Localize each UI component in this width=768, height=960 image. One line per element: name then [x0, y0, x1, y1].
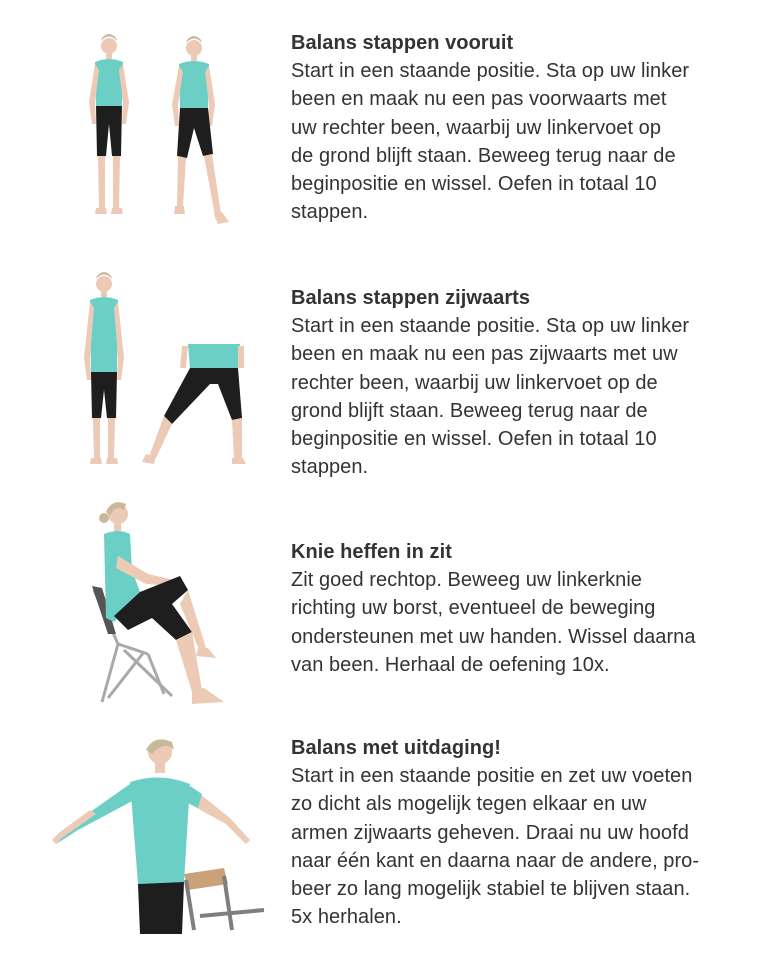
exercise-line: 5x herhalen. [291, 906, 402, 929]
exercise-title: Balans stappen vooruit [291, 32, 514, 54]
exercise-line: Zit goed rechtop. Beweeg uw linkerknie [291, 569, 642, 592]
exercise-line: uw rechter been, waarbij uw linkervoet op [291, 116, 662, 139]
woman-standing-figure [89, 34, 129, 214]
woman-stepping-figure [172, 36, 229, 224]
chair-back [184, 868, 264, 930]
exercise-line: Start in een staande positie. Sta op uw linker [291, 315, 690, 338]
exercise-line: beginpositie en wissel. Oefen in totaal 10 [291, 173, 657, 196]
illustration-balance-challenge [50, 734, 270, 934]
illustration-knee-raise [88, 494, 238, 714]
woman-seated-figure [99, 502, 224, 704]
exercise-line: van been. Herhaal de oefening 10x. [291, 653, 610, 676]
exercise-line: zo dicht als mogelijk tegen elkaar en uw [291, 793, 647, 816]
exercise-line: beer zo lang mogelijk stabiel te blijven staan. [291, 878, 691, 901]
exercise-line: Start in een staande positie en zet uw voeten [291, 765, 693, 788]
exercise-title: Balans met uitdaging! [291, 737, 501, 759]
exercise-title: Balans stappen zijwaarts [291, 287, 531, 309]
exercise-text [291, 734, 751, 931]
exercise-line: naar één kant en daarna naar de andere, pro- [291, 849, 700, 872]
exercise-text [291, 538, 751, 679]
exercise-line: de grond blijft staan. Beweeg terug naar de [291, 144, 676, 167]
exercise-line: Start in een staande positie. Sta op uw linker [291, 60, 690, 83]
exercise-line: been en maak nu een pas voorwaarts met [291, 88, 667, 111]
exercise-line: stappen. [291, 201, 369, 224]
exercise-text [291, 29, 751, 226]
exercise-line: ondersteunen met uw handen. Wissel daarna [291, 625, 696, 648]
exercise-line: grond blijft staan. Beweeg terug naar de [291, 399, 648, 422]
exercise-line: rechter been, waarbij uw linkervoet op de [291, 371, 658, 394]
illustration-step-sideways [72, 268, 248, 470]
exercise-text [291, 284, 751, 481]
exercise-line: armen zijwaarts geheven. Draai nu uw hoofd [291, 821, 689, 844]
woman-sidestep-figure [142, 344, 246, 464]
exercise-line: been en maak nu een pas zijwaarts met uw [291, 343, 678, 366]
exercise-title: Knie heffen in zit [291, 541, 452, 563]
exercise-line: stappen. [291, 456, 369, 479]
exercise-line: beginpositie en wissel. Oefen in totaal 10 [291, 428, 657, 451]
illustration-step-forward [75, 28, 245, 240]
woman-arms-out-figure [52, 739, 250, 934]
exercise-line: richting uw borst, eventueel de beweging [291, 597, 656, 620]
woman-standing-figure [84, 272, 124, 464]
